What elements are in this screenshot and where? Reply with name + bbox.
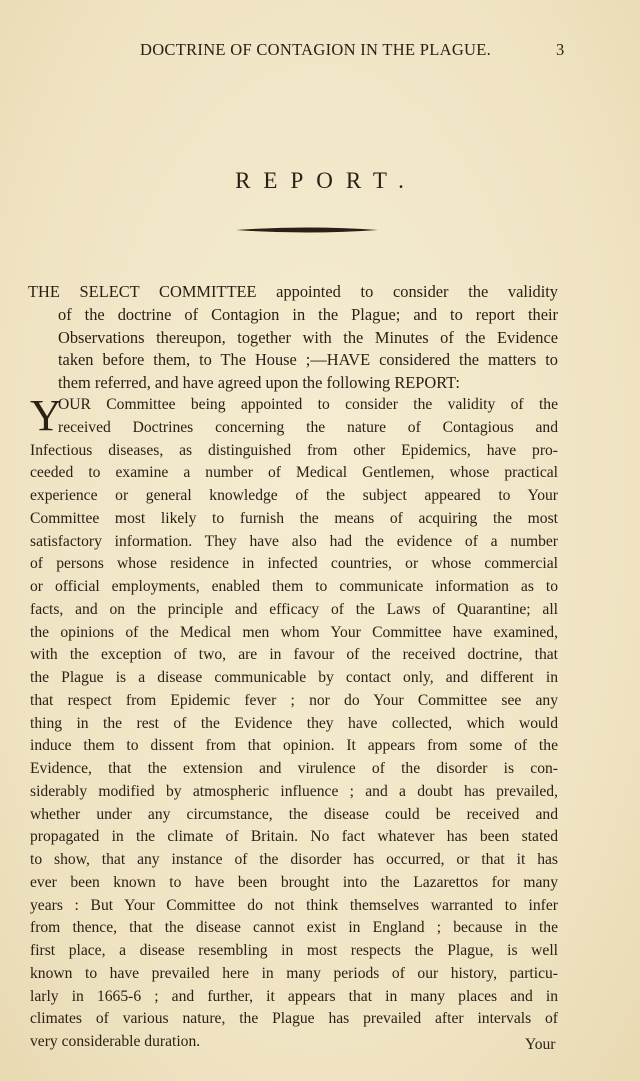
report-title: REPORT.	[235, 168, 417, 193]
body-line: known to have prevailed here in many periods of our history, particu-	[30, 964, 558, 982]
preamble-line: them referred, and have agreed upon the following REPORT:	[58, 373, 460, 393]
body-line: OUR Committee being appointed to consider the validity of the	[58, 396, 558, 413]
body-line: Committee most likely to furnish the means of acquiring the most	[30, 509, 558, 527]
body-line: whether under any circumstance, the disease could be received and	[30, 805, 558, 823]
body-line: with the exception of two, are in favour of the received doctrine, that	[30, 646, 558, 664]
body-line: the Plague is a disease communicable by contact only, and different in	[30, 669, 558, 686]
page-number: 3	[556, 40, 565, 59]
body-line: that respect from Epidemic fever ; nor do Your Committee see any	[30, 691, 558, 709]
body-line: first place, a disease resembling in most respects the Plague, is well	[30, 942, 558, 959]
body-line: ceeded to examine a number of Medical Gentlemen, whose practical	[30, 464, 558, 482]
body-line: larly in 1665-6 ; and further, it appears that in many places and in	[30, 987, 558, 1005]
body-line: thing in the rest of the Evidence they have collected, which would	[30, 714, 558, 732]
drop-cap: Y	[30, 391, 62, 440]
preamble-line: Observations thereupon, together with the Minutes of the Evidence	[58, 327, 558, 347]
body-line: of persons whose residence in infected countries, or whose commercial	[30, 555, 558, 573]
catchword: Your	[525, 1036, 556, 1053]
preamble-line: THE SELECT COMMITTEE appointed to consider the validity	[28, 282, 558, 301]
preamble-line: of the doctrine of Contagion in the Plague; and to report their	[58, 304, 558, 324]
body-line: experience or general knowledge of the subject appeared to Your	[30, 487, 558, 504]
body-line: years : But Your Committee do not think themselves warranted to infer	[30, 896, 558, 914]
preamble-paragraph	[28, 281, 558, 395]
body-line: Evidence, that the extension and virulence of the disorder is con-	[30, 760, 558, 777]
body-line: induce them to dissent from that opinion. It appears from some of the	[30, 737, 558, 755]
body-line: from thence, that the disease cannot exist in England ; because in the	[30, 919, 558, 937]
body-line: Infectious diseases, as distinguished from other Epidemics, have pro-	[30, 441, 558, 459]
body-line: siderably modified by atmospheric influence ; and a doubt has prevailed,	[30, 782, 558, 800]
body-line: or official employments, enabled them to communicate information as to	[30, 578, 558, 595]
body-line: very considerable duration.	[30, 1033, 201, 1050]
ornament-rule	[236, 226, 378, 234]
preamble-line: taken before them, to The House ;—HAVE considered the matters to	[58, 350, 558, 370]
body-line: facts, and on the principle and efficacy of the Laws of Quarantine; all	[30, 600, 558, 618]
body-line: climates of various nature, the Plague has prevailed after intervals of	[30, 1010, 558, 1028]
body-line: received Doctrines concerning the nature of Contagious and	[58, 418, 558, 436]
body-line: the opinions of the Medical men whom Your Committee have examined,	[30, 623, 558, 641]
body-paragraph	[30, 391, 558, 1054]
body-line: satisfactory information. They have also had the evidence of a number	[30, 532, 558, 550]
body-line: propagated in the climate of Britain. No fact whatever has been stated	[30, 828, 558, 846]
running-head: DOCTRINE OF CONTAGION IN THE PLAGUE.	[140, 40, 492, 59]
body-line: ever been known to have been brought into the Lazarettos for many	[30, 873, 558, 891]
body-line: to show, that any instance of the disorder has occurred, or that it has	[30, 851, 558, 868]
